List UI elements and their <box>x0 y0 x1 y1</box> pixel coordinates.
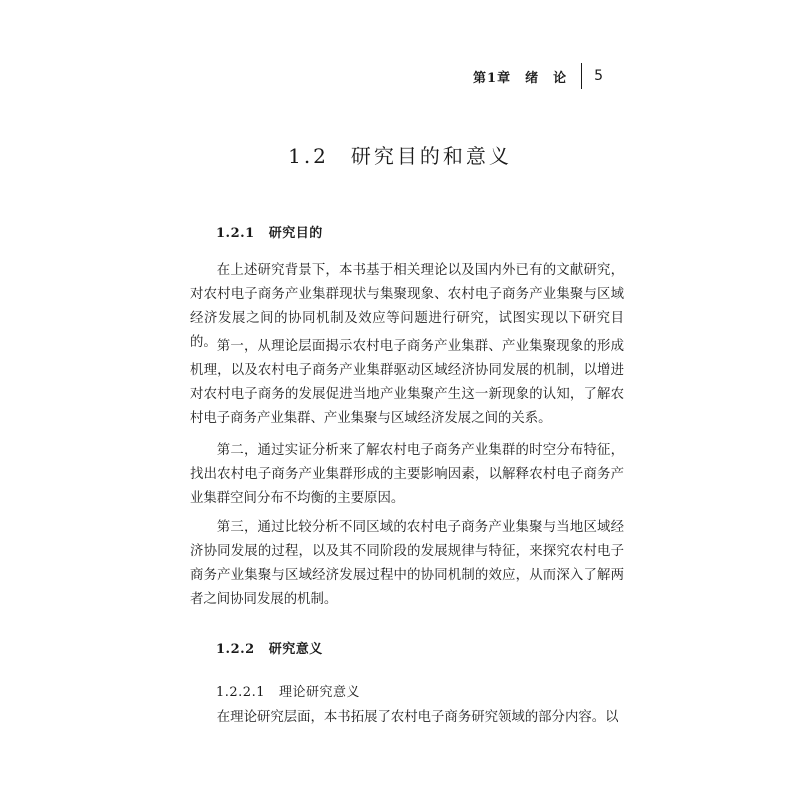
section-title: 研究目的和意义 <box>350 144 512 168</box>
subsection-heading-significance <box>216 638 323 657</box>
header-divider <box>581 63 582 89</box>
paragraph-first-goal: 第一，从理论层面揭示农村电子商务产业集群、产业集聚现象的形成机理，以及农村电子商务产业集群驱动区域经济协同发展的机制，以增进对农村电子商务的发展促进当地产业集聚产生这一新现象的认知，了解农村电子商务产业集群、产业集聚与区域经济发展之间的关系。 <box>190 339 624 426</box>
section-number: 1.2 <box>288 144 329 168</box>
paragraph-theory: 在理论研究层面，本书拓展了农村电子商务研究领域的部分内容。以 <box>216 710 619 725</box>
subsection-number: 1.2.1 <box>216 226 255 241</box>
subsection-title: 研究目的 <box>268 226 323 241</box>
page-number: 5 <box>594 68 604 84</box>
subsection-heading-purpose <box>216 222 323 241</box>
paragraph-second-goal: 第二，通过实证分析来了解农村电子商务产业集群的时空分布特征，找出农村电子商务产业集群形成的主要影响因素，以解释农村电子商务产业集群空间分布不均衡的主要原因。 <box>190 443 624 506</box>
subsubsection-heading-theory <box>216 681 360 700</box>
subsubsection-title: 理论研究意义 <box>278 685 360 700</box>
paragraph-intro: 在上述研究背景下，本书基于相关理论以及国内外已有的文献研究，对农村电子商务产业集群现状与集聚现象、农村电子商务产业集聚与区域经济发展之间的协同机制及效应等问题进行研究，试图实现以下研究目的。 <box>190 263 624 350</box>
section-heading <box>0 140 800 169</box>
paragraph-third-goal: 第三，通过比较分析不同区域的农村电子商务产业集聚与当地区域经济协同发展的过程，以及其不同阶段的发展规律与特征，来探究农村电子商务产业集聚与区域经济发展过程中的协同机制的效应，从而深入了解两者之间协同发展的机制。 <box>190 520 624 607</box>
subsubsection-number: 1.2.2.1 <box>216 685 265 700</box>
chapter-label: 第1章 绪 论 <box>473 70 568 86</box>
subsection-number: 1.2.2 <box>216 642 255 657</box>
subsection-title: 研究意义 <box>268 642 323 657</box>
running-header <box>473 64 604 88</box>
